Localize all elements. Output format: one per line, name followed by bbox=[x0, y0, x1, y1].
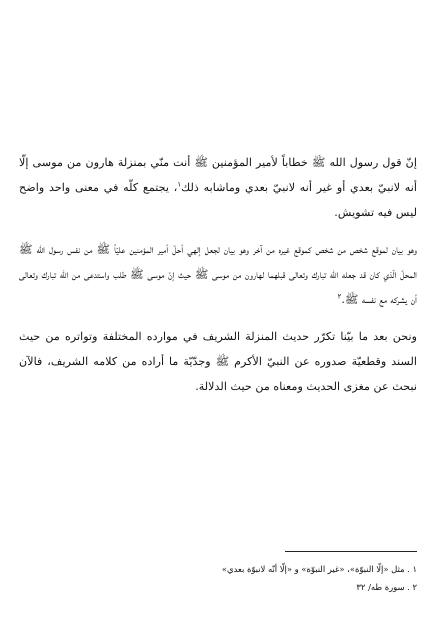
footnote-2: ٢ . سورة طه/ ٣٢ bbox=[356, 582, 417, 592]
body-text bbox=[19, 150, 417, 411]
footnote-ref-2: ٢ bbox=[337, 292, 342, 301]
footnote-separator bbox=[285, 551, 417, 552]
footnote-1: ١ . مثل «إلّا النبوّة»، «غير النبوّة» و «إلّا أنّه لانبوّة بعدي» bbox=[221, 564, 417, 574]
paragraph-3-text: ونحن بعد ما بيّنا تكرّر حديث المنزلة الشريف في موارده المختلفة وتواتره من حيث السند وقطعيّة صدوره عن النبيّ الأكرم ﷺ وجدّيّة ما أراده من كلامه الشريف، فالآن نبحث عن مغزى الحديث ومعناه من حيث الدلالة. bbox=[19, 330, 417, 393]
paragraph-1-tail: ، يجتمع كلّه في معنى واحد واضح ليس فيه تشويش. bbox=[19, 181, 417, 219]
footnote-ref-1: ١ bbox=[177, 180, 182, 189]
paragraph-2 bbox=[19, 237, 417, 312]
paragraph-3 bbox=[19, 324, 417, 399]
paragraph-1 bbox=[19, 150, 417, 225]
paragraph-2-text: وهو بيان لموقع شخص من شخص كموقع غيره من آخر وهو بيان لجعل إلهي أحلّ أمير المؤمنين عليّاً ﷺ من نفس رسول الله ﷺ المحلّ الّذي كان قد جعله الله تبارك وتعالى قبلهما لهارون من موسى ﷺ حيث إنّ موسى ﷺ طلب واستدعى من الله تبارك وتعالى أن يشركه مع نفسه ﷺ. bbox=[19, 243, 417, 306]
footnotes bbox=[19, 560, 417, 596]
paragraph-1-text: إنّ قول رسول الله ﷺ خطاباً لأمير المؤمنين ﷺ أنت منّي بمنزلة هارون من موسى إلّا أنه لانبيّ بعدي أو غير أنه لانبيّ بعدي وماشابه ذلك bbox=[19, 156, 418, 194]
